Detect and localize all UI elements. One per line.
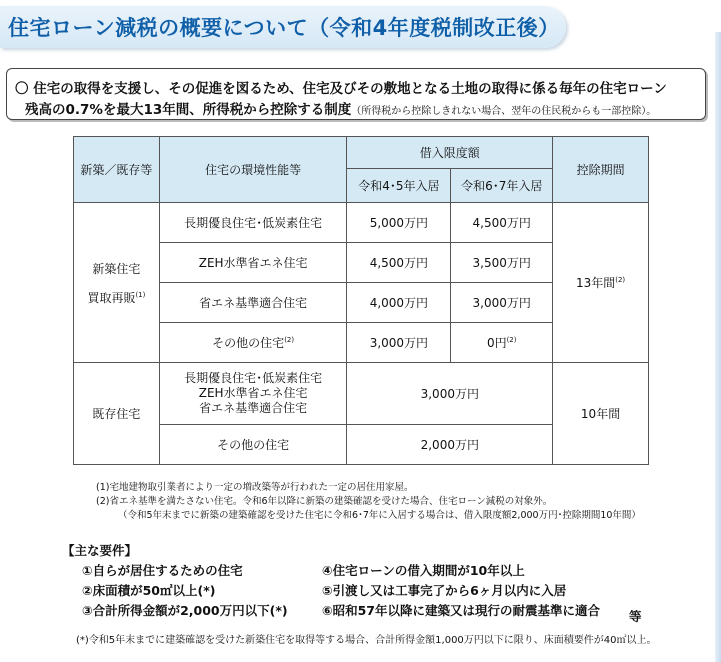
amount-cell: 4,500万円 xyxy=(451,203,553,243)
perf-cell: ZEH水準省エネ住宅 xyxy=(159,243,347,283)
amount-cell: 3,000万円 xyxy=(347,323,451,363)
header-type: 新築／既存等 xyxy=(74,137,160,203)
loan-limit-table xyxy=(73,136,649,465)
perf-cell: 長期優良住宅･低炭素住宅 xyxy=(159,203,347,243)
amount-cell: 4,000万円 xyxy=(347,283,451,323)
header-r4-5: 令和4･5年入居 xyxy=(347,169,451,203)
header-performance: 住宅の環境性能等 xyxy=(159,137,347,203)
note-1: (1)宅地建物取引業者により一定の増改築等が行われた一定の居住用家屋。 xyxy=(96,482,414,493)
perf-cell: 省エネ基準適合住宅 xyxy=(159,283,347,323)
amount-cell: 5,000万円 xyxy=(347,203,451,243)
perf-cell: その他の住宅 xyxy=(159,425,347,465)
amount-cell: 3,500万円 xyxy=(451,243,553,283)
requirement-item: ④住宅ローンの借入期間が10年以上 xyxy=(322,563,525,578)
requirement-item: ①自らが居住するための住宅 xyxy=(82,563,243,578)
new-label-text: 買取再販 xyxy=(87,290,136,305)
amount-cell: 4,500万円 xyxy=(347,243,451,283)
header-limit: 借入限度額 xyxy=(347,137,553,169)
note-3: （令和5年末までに新築の建築確認を受けた住宅に令和6･7年に入居する場合は、借入限度額2,000万円･控除期間10年間） xyxy=(118,510,641,521)
notes xyxy=(96,481,641,523)
table-row xyxy=(74,203,649,243)
new-label-line2 xyxy=(74,289,159,306)
new-period-sup: (2) xyxy=(615,276,626,284)
requirement-item: ⑤引渡し又は工事完了から6ヶ月以内に入居 xyxy=(322,583,567,598)
new-label-line1: 新築住宅 xyxy=(92,261,141,276)
table-row xyxy=(74,363,649,425)
new-period: 13年間 xyxy=(575,276,616,290)
amount-cell: 2,000万円 xyxy=(347,425,553,465)
perf-line: ZEH水準省エネ住宅 xyxy=(198,386,308,400)
right-edge-decoration xyxy=(715,32,721,662)
amount-text: 0円 xyxy=(486,336,507,350)
amount-cell xyxy=(451,323,553,363)
perf-cell xyxy=(159,363,347,425)
summary-main: 残高の0.7%を最大13年間、所得税から控除する制度 xyxy=(25,102,352,118)
amount-cell: 3,000万円 xyxy=(451,283,553,323)
note-2: (2)省エネ基準を満たさない住宅。令和6年以降に新築の建築確認を受けた場合、住宅ローン減税の対象外。 xyxy=(96,496,553,507)
perf-cell xyxy=(159,323,347,363)
perf-text: その他の住宅 xyxy=(212,336,285,350)
requirement-item: ③合計所得金額が2,000万円以下(*) xyxy=(82,603,288,618)
new-period-cell xyxy=(553,203,649,363)
summary-box xyxy=(6,68,706,120)
existing-house-label: 既存住宅 xyxy=(74,363,160,465)
new-house-label xyxy=(74,203,160,363)
requirement-item: ⑥昭和57年以降に建築又は現行の耐震基準に適合 xyxy=(322,603,600,618)
page-title: 住宅ローン減税の概要について（令和4年度税制改正後） xyxy=(8,16,560,40)
requirements-title: 【主な要件】 xyxy=(62,543,138,558)
summary-line1: 〇 住宅の取得を支援し、その促進を図るため、住宅及びその敷地となる土地の取得に係る毎年の住宅ローン xyxy=(15,81,667,97)
footnote: (*)令和5年末までに建築確認を受けた新築住宅を取得等する場合、合計所得金額1,000万円以下に限り、床面積要件が40㎡以上。 xyxy=(76,635,657,646)
perf-line: 省エネ基準適合住宅 xyxy=(199,401,308,415)
table-header-row xyxy=(74,137,649,169)
new-label-sup: (1) xyxy=(135,290,146,299)
amount-cell: 3,000万円 xyxy=(347,363,553,425)
perf-line: 長期優良住宅･低炭素住宅 xyxy=(184,371,323,385)
perf-sup: (2) xyxy=(284,336,295,344)
header-period: 控除期間 xyxy=(553,137,649,203)
amount-sup: (2) xyxy=(506,336,517,344)
header-r6-7: 令和6･7年入居 xyxy=(451,169,553,203)
summary-note: （所得税から控除しきれない場合、翌年の住民税からも一部控除）。 xyxy=(351,106,657,117)
existing-period-cell: 10年間 xyxy=(553,363,649,465)
summary-line2 xyxy=(25,98,656,118)
requirement-item: ②床面積が50㎡以上(*) xyxy=(82,583,216,598)
requirements-suffix: 等 xyxy=(629,609,642,624)
